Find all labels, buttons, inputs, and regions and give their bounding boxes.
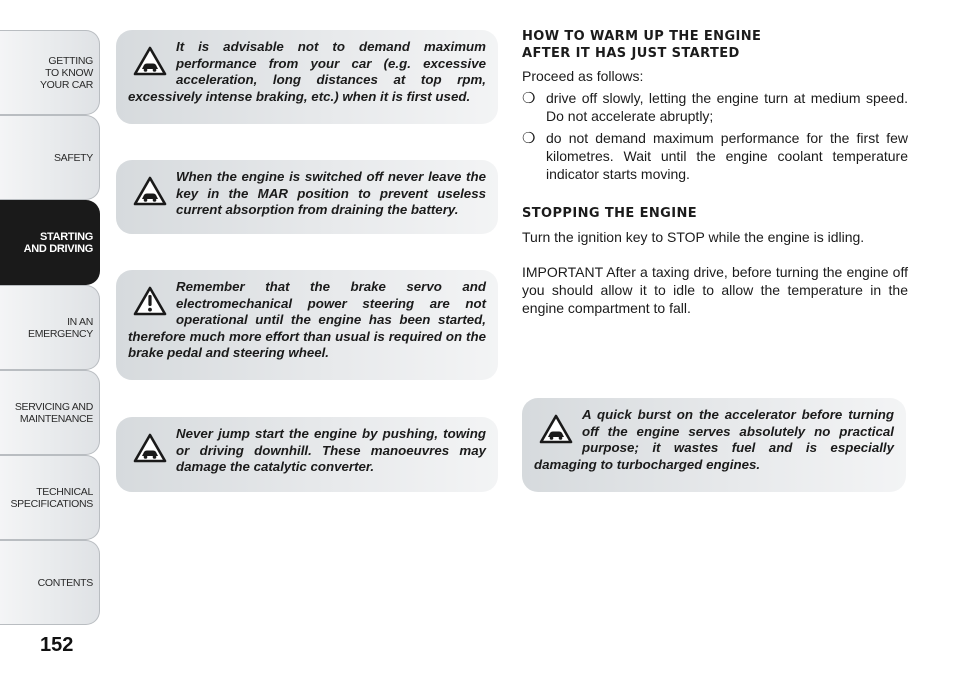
tab-servicing-and-maintenance[interactable]: SERVICING AND MAINTENANCE <box>0 370 100 455</box>
warning-box-key-position <box>116 160 498 234</box>
circle-bullet-icon: ❍ <box>522 130 536 147</box>
warning-box-brake-servo <box>116 270 498 380</box>
car-warning-icon <box>128 41 172 81</box>
list-item <box>522 89 908 125</box>
warning-box-jump-start <box>116 417 498 492</box>
warning-text: It is advisable not to demand maximum performance from your car (e.g. excessive acceleration, long distances at top rpm, excessively intense braking, etc.) when it is first used. <box>128 39 486 104</box>
tab-safety[interactable]: SAFETY <box>0 115 100 200</box>
warm-up-list <box>522 89 908 183</box>
page-number: 152 <box>40 634 74 656</box>
warning-box-accelerator <box>522 398 906 492</box>
car-warning-icon <box>128 428 172 468</box>
tab-contents[interactable]: CONTENTS <box>0 540 100 625</box>
intro-paragraph: Proceed as follows: <box>522 68 644 84</box>
list-item-text: do not demand maximum performance for the first few kilometres. Wait until the engine coolant temperature indicator starts moving. <box>546 130 908 182</box>
heading-line: AFTER IT HAS JUST STARTED <box>522 46 740 61</box>
section-heading-warm-up <box>522 28 908 62</box>
circle-bullet-icon: ❍ <box>522 90 536 107</box>
tab-starting-and-driving[interactable]: STARTING AND DRIVING <box>0 200 100 285</box>
tab-in-an-emergency[interactable]: IN AN EMERGENCY <box>0 285 100 370</box>
exclamation-warning-icon <box>128 281 172 321</box>
important-paragraph: IMPORTANT After a taxing drive, before turning the engine off you should allow it to idle to allow the temperature in the engine compartment to fall. <box>522 264 908 316</box>
car-warning-icon <box>128 171 172 211</box>
heading-line: HOW TO WARM UP THE ENGINE <box>522 29 762 44</box>
spacer <box>522 187 908 205</box>
warning-text: Never jump start the engine by pushing, towing or driving downhill. These manoeuvres may damage the catalytic converter. <box>176 426 486 474</box>
tab-technical-specifications[interactable]: TECHNICAL SPECIFICATIONS <box>0 455 100 540</box>
stopping-paragraph: Turn the ignition key to STOP while the engine is idling. <box>522 229 865 245</box>
list-item <box>522 129 908 183</box>
main-text-column <box>522 28 908 317</box>
warning-text: When the engine is switched off never leave the key in the MAR position to prevent useless current absorption from draining the battery. <box>176 169 486 217</box>
list-item-text: drive off slowly, letting the engine turn at medium speed. Do not accelerate abruptly; <box>546 90 908 124</box>
warning-text: Remember that the brake servo and electromechanical power steering are not operational until the engine has been started, therefore much more effort than usual is required on the brake pedal and steering wheel. <box>128 279 486 360</box>
section-heading-stopping: STOPPING THE ENGINE <box>522 206 698 221</box>
tab-getting-to-know-your-car[interactable]: GETTING TO KNOW YOUR CAR <box>0 30 100 115</box>
warning-box-first-use <box>116 30 498 124</box>
car-warning-icon <box>534 409 578 449</box>
warning-text: A quick burst on the accelerator before turning off the engine serves absolutely no practical purpose; it wastes fuel and is especially damaging to turbocharged engines. <box>534 407 894 472</box>
